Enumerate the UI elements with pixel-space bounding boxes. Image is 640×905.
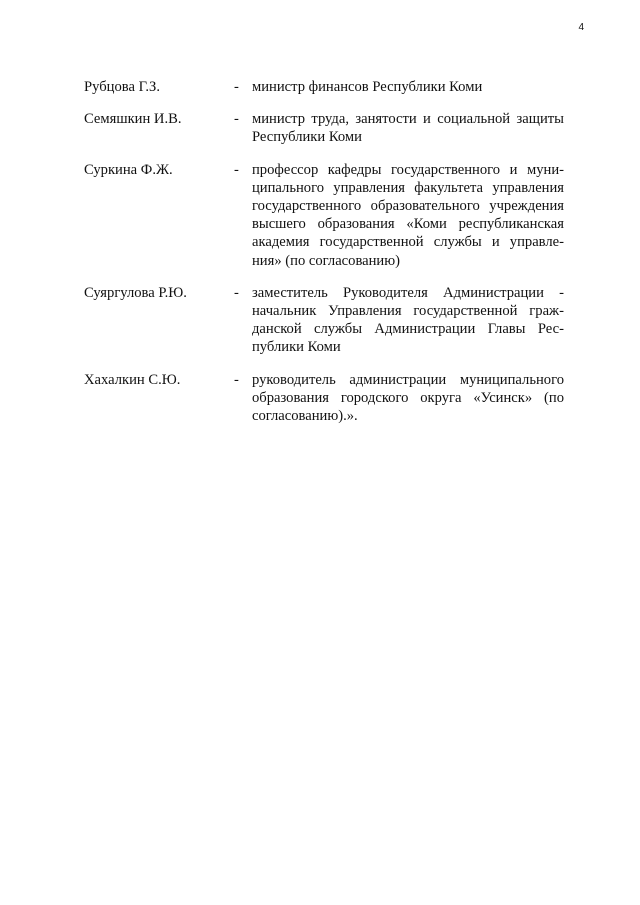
member-dash: - [234,79,239,95]
member-dash: - [234,284,239,301]
members-list [84,78,564,439]
position-line: данской службы Администрации Главы Рес- [252,321,564,338]
member-name: Рубцова Г.З. [84,79,160,95]
member-position [252,161,564,270]
member-name: Суркина Ф.Ж. [84,161,173,178]
position-line: публики Коми [252,339,341,356]
position-line: согласованию).». [252,408,358,425]
member-dash: - [234,161,239,178]
member-dash: - [234,111,239,128]
member-row [84,78,564,96]
position-line: руководитель администрации муниципального [252,371,564,388]
page-number: 4 [578,22,584,33]
member-row [84,161,564,270]
position-line: министр труда, занятости и социальной защиты [252,111,564,128]
position-line: ния» (по согласованию) [252,252,401,269]
position-line: начальник Управления государственной граж- [252,303,564,320]
position-line: министр финансов Республики Коми [252,79,483,95]
position-line: Республики Коми [252,129,362,146]
position-line: профессор кафедры государственного и муни- [252,161,564,178]
position-line: образования городского округа «Усинск» (по [252,389,564,406]
member-position [252,371,564,426]
position-line: академия государственной службы и управле- [252,234,564,251]
member-row [84,371,564,426]
position-line: ципального управления факультета управления [252,179,564,196]
position-line: высшего образования «Коми республиканская [252,216,564,233]
member-position [252,110,564,146]
member-row [84,284,564,357]
member-name: Семяшкин И.В. [84,111,182,128]
member-name: Хахалкин С.Ю. [84,371,181,388]
member-position [252,78,564,96]
member-position [252,284,564,357]
member-row [84,110,564,146]
member-dash: - [234,371,239,388]
position-line: заместитель Руководителя Администрации - [252,284,564,301]
position-line: государственного образовательного учреждения [252,198,564,215]
member-name: Суяргулова Р.Ю. [84,284,187,301]
